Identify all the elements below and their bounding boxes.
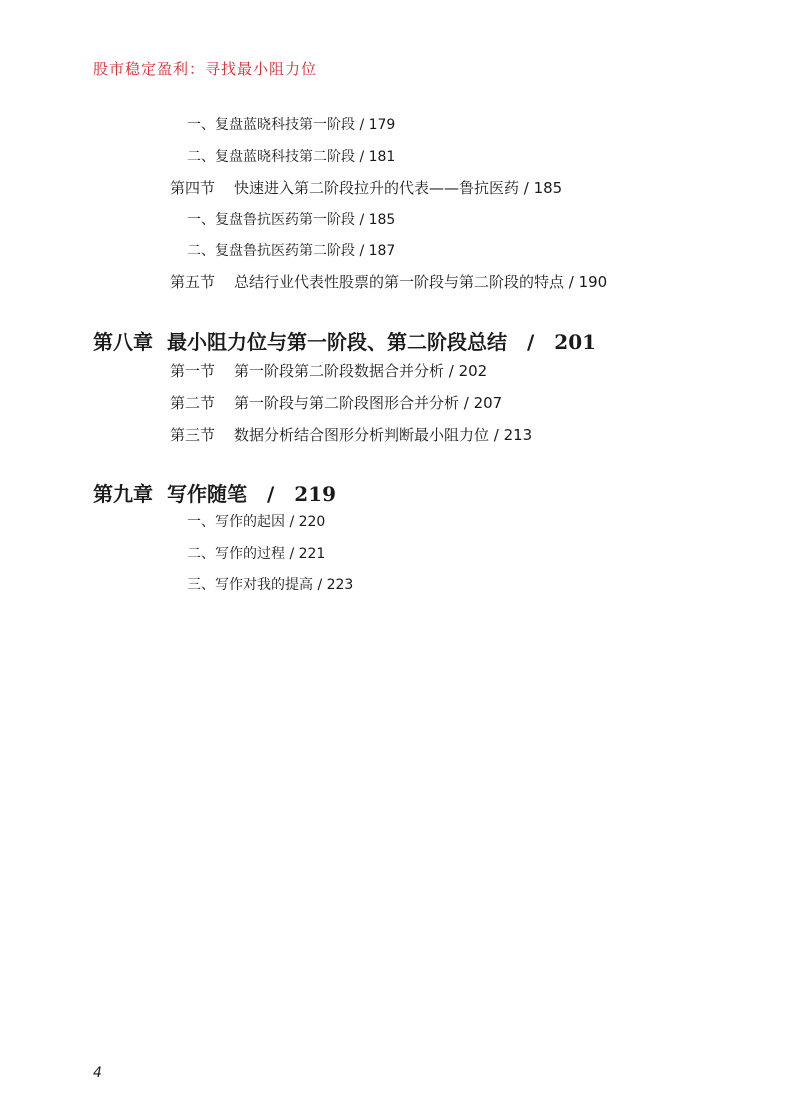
toc-ch8-section-2	[170, 392, 502, 413]
section-tag: 第一节	[170, 362, 216, 380]
toc-item: 二、写作的过程 / 221	[187, 546, 326, 562]
chapter-title: 写作随笔 / 219	[167, 482, 337, 506]
toc-ch8-section-3	[170, 424, 532, 445]
section-tag: 第二节	[170, 394, 216, 412]
section-title: 总结行业代表性股票的第一阶段与第二阶段的特点 / 190	[234, 273, 608, 291]
chapter-tag: 第九章	[93, 482, 153, 506]
chapter-tag: 第八章	[93, 330, 153, 354]
toc-chapter-8	[93, 326, 596, 355]
section-title: 快速进入第二阶段拉升的代表——鲁抗医药 / 185	[234, 179, 563, 197]
toc-item: 二、复盘鲁抗医药第二阶段 / 187	[187, 243, 396, 259]
section-title: 数据分析结合图形分析判断最小阻力位 / 213	[234, 426, 533, 444]
section-tag: 第三节	[170, 426, 216, 444]
section-tag: 第五节	[170, 273, 216, 291]
toc-item: 一、复盘鲁抗医药第一阶段 / 185	[187, 212, 396, 228]
section-tag: 第四节	[170, 179, 216, 197]
toc-item: 一、写作的起因 / 220	[187, 514, 326, 530]
section-title: 第一阶段第二阶段数据合并分析 / 202	[234, 362, 488, 380]
page-number: 4	[93, 1065, 102, 1081]
chapter-title: 最小阻力位与第一阶段、第二阶段总结 / 201	[167, 330, 597, 354]
toc-item: 三、写作对我的提高 / 223	[187, 577, 354, 593]
section-title: 第一阶段与第二阶段图形合并分析 / 207	[234, 394, 503, 412]
toc-item: 一、复盘蓝晓科技第一阶段 / 179	[187, 117, 396, 133]
toc-item: 二、复盘蓝晓科技第二阶段 / 181	[187, 149, 396, 165]
toc-section-4	[170, 177, 562, 198]
toc-ch8-section-1	[170, 360, 487, 381]
toc-chapter-9	[93, 478, 336, 507]
running-header: 股市稳定盈利：寻找最小阻力位	[93, 60, 318, 78]
toc-section-5	[170, 271, 607, 292]
